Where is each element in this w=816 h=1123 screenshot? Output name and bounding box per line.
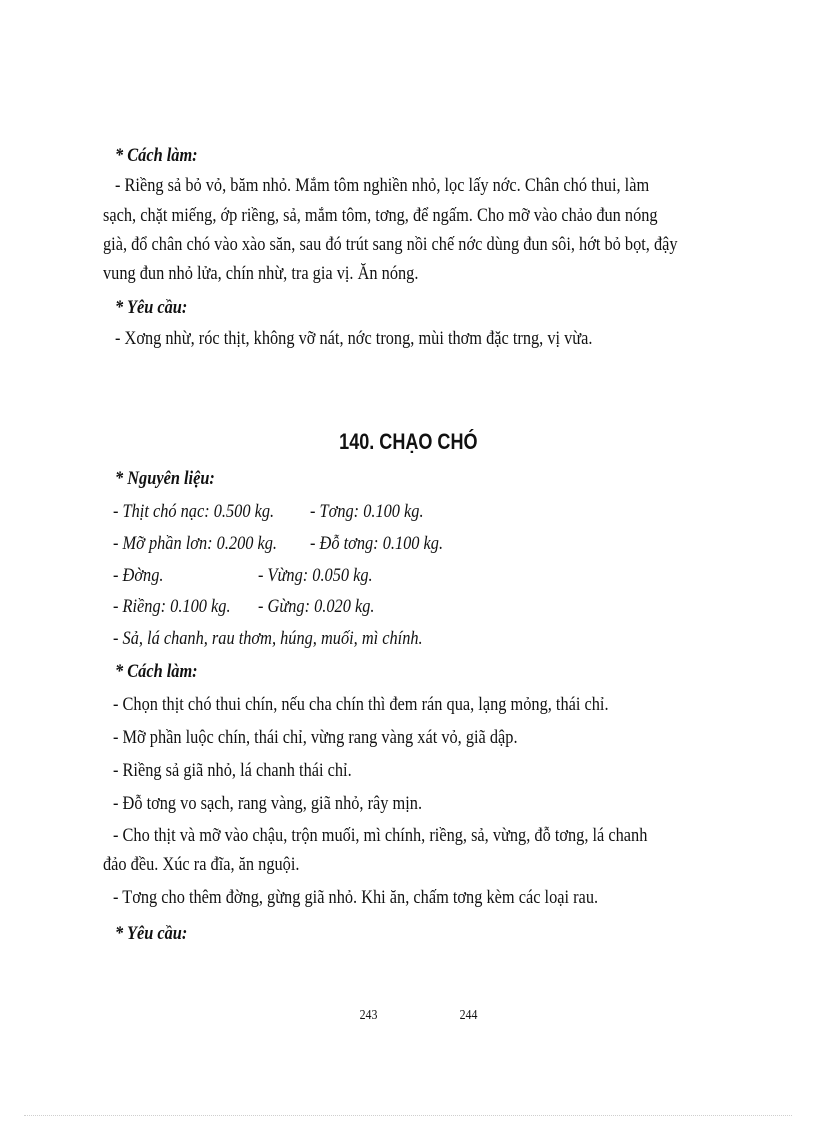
nguyen-lieu-heading: * Nguyên liệu: [115, 468, 215, 489]
yeu-cau-line: - Xơng nhừ, róc thịt, không vỡ nát, nớc trong, mùi thơm đặc trng, vị vừa. [115, 328, 593, 349]
ingredient-item: - Gừng: 0.020 kg. [258, 596, 375, 617]
cach-lam-line: - Riềng sả giã nhỏ, lá chanh thái chỉ. [113, 760, 352, 781]
cach-lam-line: - Cho thịt và mỡ vào chậu, trộn muối, mì chính, riềng, sả, vừng, đỗ tơng, lá chanh [113, 825, 648, 846]
ingredient-item: - Mỡ phần lơn: 0.200 kg. [113, 533, 278, 554]
cach-lam-line: - Riềng sả bỏ vỏ, băm nhỏ. Mắm tôm nghiền nhỏ, lọc lấy nớc. Chân chó thui, làm [115, 175, 650, 196]
section-title [0, 428, 816, 456]
cach-lam-line: đảo đều. Xúc ra đĩa, ăn nguội. [103, 854, 300, 875]
ingredient-item: - Thịt chó nạc: 0.500 kg. [113, 501, 275, 522]
ingredient-item: - Vừng: 0.050 kg. [258, 565, 373, 586]
bottom-dotted-divider [24, 1115, 792, 1116]
cach-lam-line: - Chọn thịt chó thui chín, nếu cha chín thì đem rán qua, lạng mỏng, thái chỉ. [113, 694, 609, 715]
cach-lam-line: - Đỗ tơng vo sạch, rang vàng, giã nhỏ, rây mịn. [113, 793, 423, 814]
ingredient-item: - Tơng: 0.100 kg. [310, 501, 424, 522]
cach-lam-line: - Mỡ phần luộc chín, thái chỉ, vừng rang vàng xát vỏ, giã dập. [113, 727, 518, 748]
page-number-left: 243 [359, 1008, 378, 1023]
ingredient-item: - Đờng. [113, 565, 164, 586]
ingredient-item: - Riềng: 0.100 kg. [113, 596, 231, 617]
yeu-cau-heading: * Yêu cầu: [115, 923, 188, 944]
cach-lam-line: già, đổ chân chó vào xào săn, sau đó trút sang nồi chế nớc dùng đun sôi, hớt bỏ bọt, đậy [103, 234, 678, 255]
ingredient-item: - Sả, lá chanh, rau thơm, húng, muối, mì chính. [113, 628, 423, 649]
yeu-cau-heading-prev: * Yêu cầu: [115, 297, 188, 318]
cach-lam-line: sạch, chặt miếng, ớp riềng, sả, mắm tôm, tơng, để ngấm. Cho mỡ vào chảo đun nóng [103, 205, 658, 226]
ingredient-item: - Đỗ tơng: 0.100 kg. [310, 533, 444, 554]
cach-lam-line: - Tơng cho thêm đờng, gừng giã nhỏ. Khi ăn, chấm tơng kèm các loại rau. [113, 887, 599, 908]
page-number-right: 244 [459, 1008, 478, 1023]
cach-lam-heading-prev: * Cách làm: [115, 145, 198, 166]
cach-lam-heading: * Cách làm: [115, 661, 198, 682]
section-title-text: 140. CHẠO CHÓ [338, 429, 478, 454]
cach-lam-line: vung đun nhỏ lửa, chín nhừ, tra gia vị. Ăn nóng. [103, 263, 419, 284]
